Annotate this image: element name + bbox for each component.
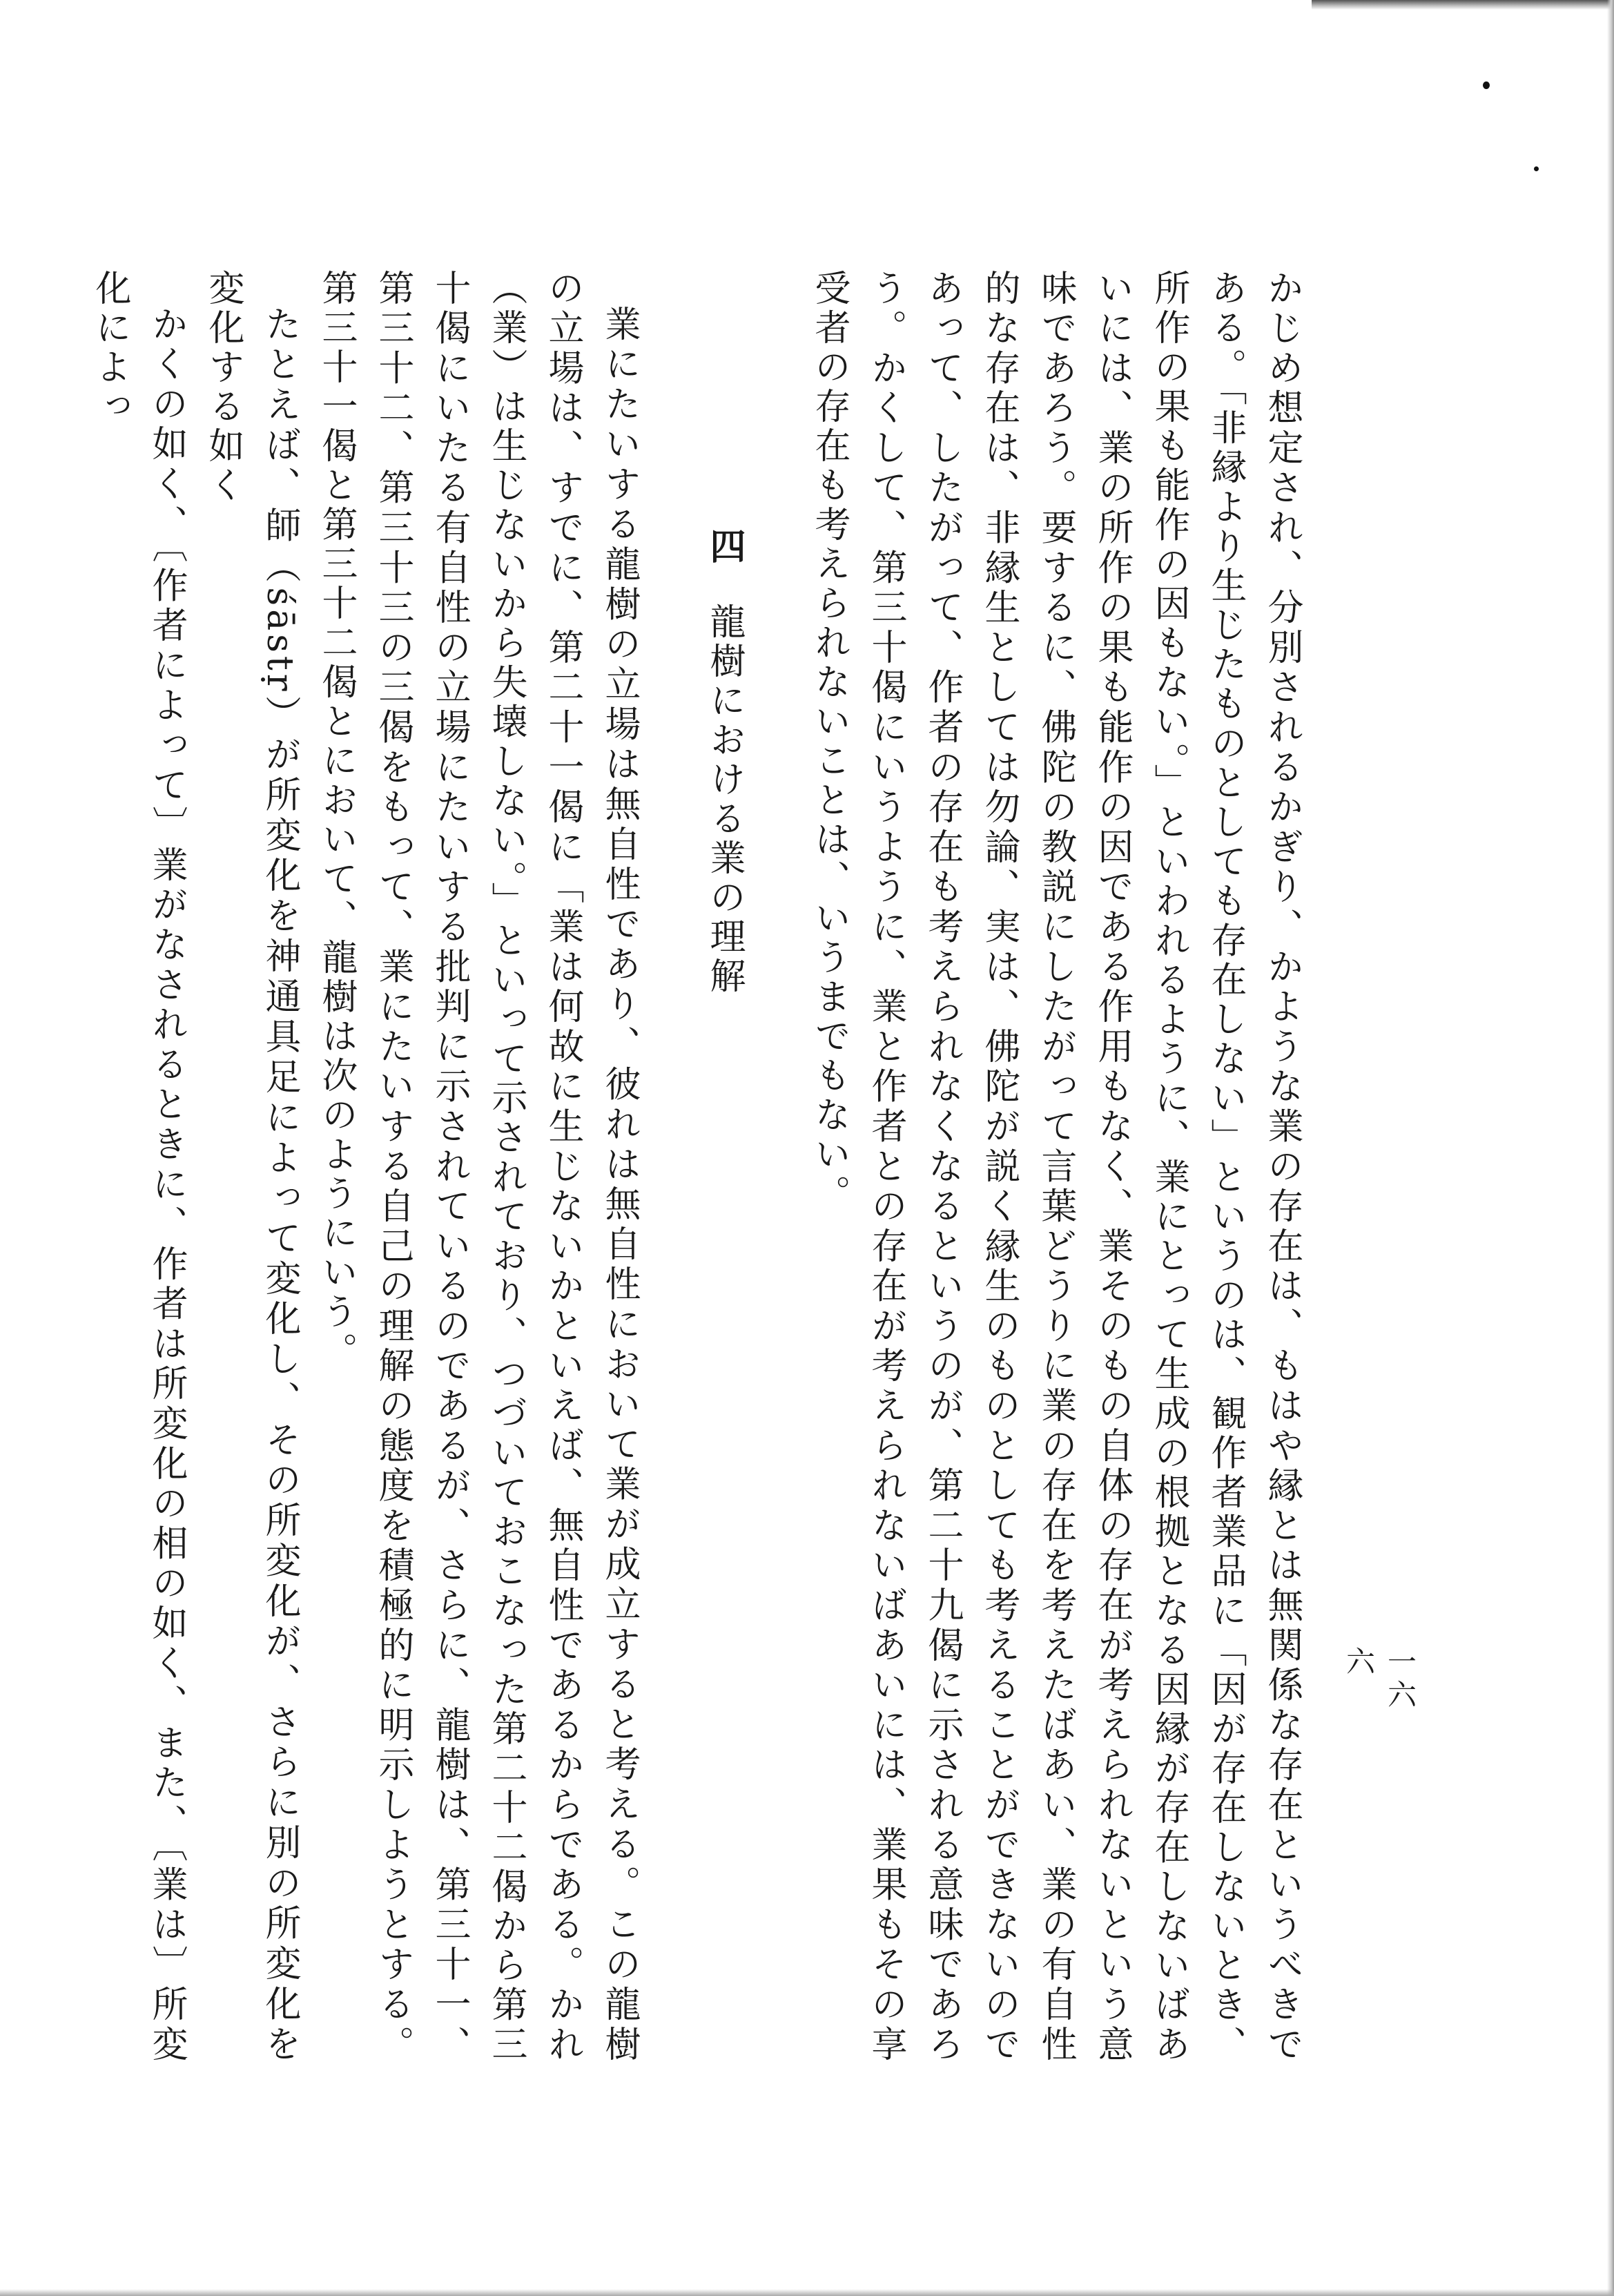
section-title: 龍樹における業の理解 <box>703 603 745 997</box>
body-text <box>89 269 1310 2065</box>
verse-line: かくの如く、〔作者によって〕業がなされるときに、作者は所変化の相の如く、また、〔業は〕所変化によっ <box>89 269 187 2065</box>
paragraph: かじめ想定され、分別されるかぎり、かような業の存在は、もはや縁とは無関係な存在というべきである。「非縁より生じたものとしても存在しない」というのは、観作者業品に「因が存在しないとき、所作の果も能作の因もない。」といわれるように、業にとって生成の根拠となる因縁が存在しないばあいには、業の所作の果も能作の因である作用もなく、業そのもの自体の存在が考えられないという意味であろう。要するに、佛陀の教説にしたがって言葉どうりに業の存在を考えたばあい、業の有自性的な存在は、非縁生としては勿論、実は、佛陀が説く縁生のものとしても考えることができないのであって、したがって、作者の存在も考えられなくなるというのが、第二十九偈に示される意味であろう。かくして、第三十偈にいうように、業と作者との存在が考えられないばあいには、業果もその享受者の存在も考えられないことは、いうまでもない。 <box>808 269 1303 2065</box>
scan-speck <box>1534 166 1539 171</box>
scan-edge-right <box>1607 0 1614 2296</box>
scan-edge-bottom <box>0 2289 1614 2296</box>
verse-line: たとえば、師（śāstṛ）が所変化を神通具足によって変化し、その所変化が、さらに別の所変化を変化する如く <box>202 269 300 2065</box>
scan-edge-top <box>1312 0 1614 10</box>
page-number: 一六六 <box>1342 1646 1417 1713</box>
scan-speck <box>1483 81 1490 89</box>
section-number: 四 <box>703 528 745 568</box>
paragraph: 業にたいする龍樹の立場は無自性であり、彼れは無自性において業が成立すると考える。この龍樹の立場は、すでに、第二十一偈に「業は何故に生じないかといえば、無自性であるからである。かれ（業）は生じないから失壊しない。」といって示されており、つづいておこなった第二十二偈から第三十偈にいたる有自性の立場にたいする批判に示されているのであるが、さらに、龍樹は、第三十一、第三十二、第三十三の三偈をもって、業にたいする自己の理解の態度を積極的に明示しようとする。第三十一偈と第三十二偈とにおいて、龍樹は次のようにいう。 <box>315 269 640 2065</box>
section-heading <box>696 528 752 2065</box>
